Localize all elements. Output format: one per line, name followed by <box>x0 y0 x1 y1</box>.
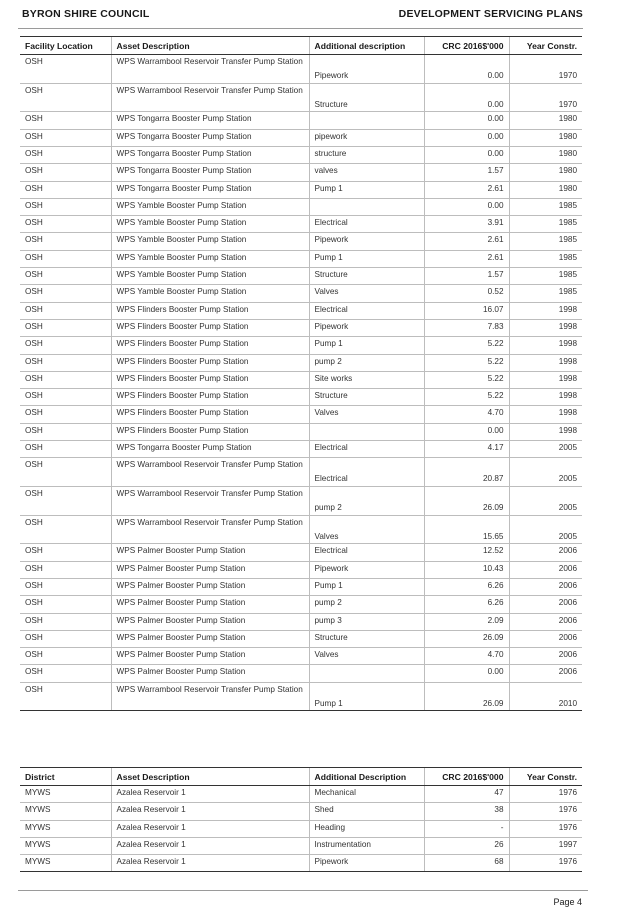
cell-year-constructed: 1985 <box>509 285 582 302</box>
cell-crc-value: 15.65 <box>424 515 509 544</box>
cell-year-constructed: 2006 <box>509 613 582 630</box>
page-number: Page 4 <box>553 897 582 907</box>
cell-facility-location: OSH <box>20 285 111 302</box>
cell-asset-description: Azalea Reservoir 1 <box>111 820 309 837</box>
cell-asset-description: WPS Tongarra Booster Pump Station <box>111 441 309 458</box>
cell-asset-description: WPS Palmer Booster Pump Station <box>111 578 309 595</box>
cell-crc-value: 47 <box>424 786 509 803</box>
cell-asset-description: WPS Yamble Booster Pump Station <box>111 285 309 302</box>
cell-year-constructed: 1980 <box>509 181 582 198</box>
cell-asset-description: WPS Tongarra Booster Pump Station <box>111 164 309 181</box>
cell-year-constructed: 2005 <box>509 487 582 516</box>
column-header-asset-description: Asset Description <box>111 37 309 55</box>
cell-crc-value: 5.22 <box>424 389 509 406</box>
cell-year-constructed: 1998 <box>509 406 582 423</box>
table-row <box>20 146 582 163</box>
cell-crc-value: 2.61 <box>424 233 509 250</box>
assets-table-myws <box>20 767 582 872</box>
cell-year-constructed: 1985 <box>509 250 582 267</box>
cell-crc-value: 2.61 <box>424 250 509 267</box>
cell-crc-value: 4.70 <box>424 406 509 423</box>
column-header-crc-value: CRC 2016$'000 <box>424 37 509 55</box>
cell-crc-value: 0.00 <box>424 129 509 146</box>
table-row <box>20 682 582 711</box>
cell-asset-description: WPS Warrambool Reservoir Transfer Pump Station <box>111 83 309 112</box>
cell-asset-description: WPS Palmer Booster Pump Station <box>111 544 309 561</box>
cell-asset-description: WPS Flinders Booster Pump Station <box>111 406 309 423</box>
cell-additional-description: Pump 1 <box>309 250 424 267</box>
cell-facility-location: OSH <box>20 112 111 129</box>
cell-year-constructed: 2005 <box>509 441 582 458</box>
table-row <box>20 423 582 440</box>
cell-facility-location: OSH <box>20 515 111 544</box>
cell-crc-value: 16.07 <box>424 302 509 319</box>
cell-crc-value: 4.70 <box>424 648 509 665</box>
table-row <box>20 83 582 112</box>
table-row <box>20 665 582 682</box>
assets-table-osh <box>20 36 582 711</box>
cell-asset-description: WPS Warrambool Reservoir Transfer Pump Station <box>111 487 309 516</box>
cell-additional-description: Pump 1 <box>309 682 424 711</box>
cell-additional-description: pump 2 <box>309 596 424 613</box>
cell-year-constructed: 2006 <box>509 665 582 682</box>
table-row <box>20 613 582 630</box>
cell-crc-value: 6.26 <box>424 596 509 613</box>
cell-crc-value: 0.00 <box>424 423 509 440</box>
cell-facility-location: OSH <box>20 613 111 630</box>
cell-crc-value: 5.22 <box>424 371 509 388</box>
cell-asset-description: WPS Flinders Booster Pump Station <box>111 389 309 406</box>
cell-crc-value: 6.26 <box>424 578 509 595</box>
cell-year-constructed: 1997 <box>509 837 582 854</box>
cell-facility-location: OSH <box>20 578 111 595</box>
cell-additional-description: Heading <box>309 820 424 837</box>
cell-facility-location: OSH <box>20 630 111 647</box>
cell-crc-value: 10.43 <box>424 561 509 578</box>
table-row <box>20 371 582 388</box>
cell-facility-location: OSH <box>20 406 111 423</box>
cell-year-constructed: 2005 <box>509 515 582 544</box>
cell-additional-description <box>309 423 424 440</box>
cell-additional-description: Pipework <box>309 561 424 578</box>
cell-facility-location: OSH <box>20 665 111 682</box>
cell-asset-description: WPS Flinders Booster Pump Station <box>111 354 309 371</box>
table-row <box>20 389 582 406</box>
table-row <box>20 181 582 198</box>
table-row <box>20 268 582 285</box>
cell-additional-description: Pipework <box>309 55 424 84</box>
cell-facility-location: OSH <box>20 561 111 578</box>
table-row <box>20 803 582 820</box>
table-row <box>20 164 582 181</box>
cell-additional-description <box>309 112 424 129</box>
cell-facility-location: OSH <box>20 371 111 388</box>
cell-year-constructed: 2006 <box>509 561 582 578</box>
cell-asset-description: WPS Warrambool Reservoir Transfer Pump Station <box>111 682 309 711</box>
table-row <box>20 578 582 595</box>
header-rule <box>18 28 583 29</box>
cell-facility-location: OSH <box>20 648 111 665</box>
table-row <box>20 648 582 665</box>
table-row <box>20 112 582 129</box>
column-header-crc-value: CRC 2016$'000 <box>424 768 509 786</box>
cell-crc-value: 4.17 <box>424 441 509 458</box>
cell-crc-value: 0.00 <box>424 83 509 112</box>
cell-additional-description: valves <box>309 164 424 181</box>
cell-facility-location: OSH <box>20 337 111 354</box>
cell-crc-value: - <box>424 820 509 837</box>
cell-facility-location: OSH <box>20 250 111 267</box>
cell-asset-description: WPS Flinders Booster Pump Station <box>111 319 309 336</box>
cell-facility-location: OSH <box>20 389 111 406</box>
cell-crc-value: 26.09 <box>424 682 509 711</box>
cell-facility-location: OSH <box>20 319 111 336</box>
table-row <box>20 458 582 487</box>
cell-additional-description: Electrical <box>309 302 424 319</box>
cell-asset-description: WPS Palmer Booster Pump Station <box>111 630 309 647</box>
cell-additional-description: Mechanical <box>309 786 424 803</box>
cell-year-constructed: 2010 <box>509 682 582 711</box>
cell-additional-description: Electrical <box>309 216 424 233</box>
table-row <box>20 285 582 302</box>
cell-asset-description: WPS Tongarra Booster Pump Station <box>111 112 309 129</box>
cell-year-constructed: 1998 <box>509 371 582 388</box>
cell-year-constructed: 1980 <box>509 129 582 146</box>
cell-additional-description: Instrumentation <box>309 837 424 854</box>
cell-asset-description: WPS Palmer Booster Pump Station <box>111 648 309 665</box>
cell-additional-description: Pump 1 <box>309 337 424 354</box>
cell-year-constructed: 1998 <box>509 423 582 440</box>
cell-asset-description: WPS Warrambool Reservoir Transfer Pump Station <box>111 55 309 84</box>
cell-crc-value: 26 <box>424 837 509 854</box>
cell-additional-description: Shed <box>309 803 424 820</box>
cell-asset-description: WPS Palmer Booster Pump Station <box>111 561 309 578</box>
cell-year-constructed: 2006 <box>509 578 582 595</box>
cell-facility-location: OSH <box>20 129 111 146</box>
cell-facility-location: OSH <box>20 302 111 319</box>
cell-crc-value: 26.09 <box>424 630 509 647</box>
cell-asset-description: WPS Palmer Booster Pump Station <box>111 596 309 613</box>
cell-year-constructed: 1976 <box>509 803 582 820</box>
cell-additional-description: pump 2 <box>309 487 424 516</box>
cell-year-constructed: 2005 <box>509 458 582 487</box>
cell-asset-description: WPS Flinders Booster Pump Station <box>111 337 309 354</box>
cell-additional-description: Electrical <box>309 544 424 561</box>
table-row <box>20 198 582 215</box>
cell-facility-location: OSH <box>20 268 111 285</box>
cell-asset-description: WPS Flinders Booster Pump Station <box>111 423 309 440</box>
cell-asset-description: WPS Yamble Booster Pump Station <box>111 216 309 233</box>
cell-additional-description: pump 3 <box>309 613 424 630</box>
cell-crc-value: 26.09 <box>424 487 509 516</box>
cell-asset-description: WPS Warrambool Reservoir Transfer Pump Station <box>111 458 309 487</box>
cell-asset-description: Azalea Reservoir 1 <box>111 786 309 803</box>
cell-additional-description: Pipework <box>309 233 424 250</box>
cell-facility-location: OSH <box>20 487 111 516</box>
cell-year-constructed: 1985 <box>509 268 582 285</box>
table-row <box>20 544 582 561</box>
cell-additional-description: Valves <box>309 515 424 544</box>
table-row <box>20 487 582 516</box>
column-header-facility-location: Facility Location <box>20 37 111 55</box>
cell-facility-location: OSH <box>20 423 111 440</box>
cell-facility-location: OSH <box>20 83 111 112</box>
cell-crc-value: 0.00 <box>424 198 509 215</box>
column-header-facility-location: District <box>20 768 111 786</box>
table-row <box>20 250 582 267</box>
cell-year-constructed: 1970 <box>509 55 582 84</box>
cell-year-constructed: 1998 <box>509 389 582 406</box>
cell-crc-value: 20.87 <box>424 458 509 487</box>
table-row <box>20 319 582 336</box>
cell-facility-location: MYWS <box>20 855 111 872</box>
cell-asset-description: WPS Tongarra Booster Pump Station <box>111 146 309 163</box>
cell-year-constructed: 1980 <box>509 164 582 181</box>
cell-year-constructed: 1985 <box>509 233 582 250</box>
cell-additional-description: Pump 1 <box>309 578 424 595</box>
table-header-row <box>20 768 582 786</box>
cell-facility-location: OSH <box>20 216 111 233</box>
cell-asset-description: WPS Flinders Booster Pump Station <box>111 302 309 319</box>
cell-facility-location: OSH <box>20 55 111 84</box>
cell-year-constructed: 1998 <box>509 354 582 371</box>
cell-asset-description: Azalea Reservoir 1 <box>111 803 309 820</box>
cell-crc-value: 12.52 <box>424 544 509 561</box>
cell-facility-location: MYWS <box>20 803 111 820</box>
footer-rule <box>18 890 588 891</box>
cell-crc-value: 38 <box>424 803 509 820</box>
table-row <box>20 406 582 423</box>
table-row <box>20 129 582 146</box>
table-row <box>20 837 582 854</box>
table-row <box>20 515 582 544</box>
table-row <box>20 302 582 319</box>
cell-asset-description: WPS Warrambool Reservoir Transfer Pump Station <box>111 515 309 544</box>
cell-asset-description: WPS Tongarra Booster Pump Station <box>111 181 309 198</box>
cell-facility-location: OSH <box>20 164 111 181</box>
table-row <box>20 354 582 371</box>
cell-crc-value: 5.22 <box>424 354 509 371</box>
cell-asset-description: WPS Palmer Booster Pump Station <box>111 665 309 682</box>
cell-facility-location: OSH <box>20 198 111 215</box>
cell-facility-location: OSH <box>20 682 111 711</box>
cell-year-constructed: 1970 <box>509 83 582 112</box>
cell-year-constructed: 1976 <box>509 820 582 837</box>
cell-year-constructed: 1998 <box>509 337 582 354</box>
cell-crc-value: 3.91 <box>424 216 509 233</box>
cell-crc-value: 2.09 <box>424 613 509 630</box>
cell-crc-value: 0.00 <box>424 55 509 84</box>
cell-additional-description: Structure <box>309 83 424 112</box>
column-header-additional-description: Additional description <box>309 37 424 55</box>
cell-year-constructed: 1985 <box>509 198 582 215</box>
cell-crc-value: 5.22 <box>424 337 509 354</box>
cell-additional-description: Structure <box>309 268 424 285</box>
cell-facility-location: OSH <box>20 458 111 487</box>
cell-additional-description: Pump 1 <box>309 181 424 198</box>
cell-year-constructed: 1998 <box>509 302 582 319</box>
column-header-year-constructed: Year Constr. <box>509 768 582 786</box>
cell-crc-value: 68 <box>424 855 509 872</box>
table-header-row <box>20 37 582 55</box>
table-row <box>20 55 582 84</box>
cell-crc-value: 1.57 <box>424 164 509 181</box>
cell-year-constructed: 1976 <box>509 786 582 803</box>
document-title: DEVELOPMENT SERVICING PLANS <box>398 8 583 20</box>
cell-additional-description: Structure <box>309 630 424 647</box>
council-name: BYRON SHIRE COUNCIL <box>22 8 150 20</box>
table-row <box>20 337 582 354</box>
cell-additional-description: structure <box>309 146 424 163</box>
cell-additional-description: pipework <box>309 129 424 146</box>
cell-year-constructed: 1998 <box>509 319 582 336</box>
cell-year-constructed: 2006 <box>509 544 582 561</box>
cell-asset-description: Azalea Reservoir 1 <box>111 837 309 854</box>
cell-asset-description: WPS Yamble Booster Pump Station <box>111 198 309 215</box>
cell-additional-description: pump 2 <box>309 354 424 371</box>
table-row <box>20 233 582 250</box>
table-row <box>20 561 582 578</box>
cell-year-constructed: 1976 <box>509 855 582 872</box>
cell-year-constructed: 2006 <box>509 596 582 613</box>
table-row <box>20 630 582 647</box>
cell-additional-description: Pipework <box>309 319 424 336</box>
cell-facility-location: OSH <box>20 146 111 163</box>
cell-facility-location: MYWS <box>20 820 111 837</box>
cell-asset-description: WPS Tongarra Booster Pump Station <box>111 129 309 146</box>
cell-crc-value: 0.00 <box>424 112 509 129</box>
cell-asset-description: WPS Flinders Booster Pump Station <box>111 371 309 388</box>
cell-crc-value: 0.00 <box>424 146 509 163</box>
column-header-year-constructed: Year Constr. <box>509 37 582 55</box>
cell-additional-description: Site works <box>309 371 424 388</box>
cell-additional-description: Valves <box>309 285 424 302</box>
cell-asset-description: WPS Palmer Booster Pump Station <box>111 613 309 630</box>
cell-crc-value: 7.83 <box>424 319 509 336</box>
cell-additional-description: Valves <box>309 648 424 665</box>
cell-crc-value: 2.61 <box>424 181 509 198</box>
cell-additional-description <box>309 198 424 215</box>
table-row <box>20 441 582 458</box>
column-header-asset-description: Asset Description <box>111 768 309 786</box>
cell-crc-value: 0.00 <box>424 665 509 682</box>
cell-asset-description: WPS Yamble Booster Pump Station <box>111 233 309 250</box>
table-row <box>20 596 582 613</box>
cell-facility-location: OSH <box>20 544 111 561</box>
cell-facility-location: OSH <box>20 233 111 250</box>
cell-year-constructed: 1985 <box>509 216 582 233</box>
cell-additional-description: Structure <box>309 389 424 406</box>
cell-additional-description: Electrical <box>309 458 424 487</box>
cell-additional-description <box>309 665 424 682</box>
cell-additional-description: Pipework <box>309 855 424 872</box>
cell-asset-description: WPS Yamble Booster Pump Station <box>111 268 309 285</box>
cell-year-constructed: 2006 <box>509 630 582 647</box>
cell-facility-location: OSH <box>20 181 111 198</box>
cell-facility-location: OSH <box>20 596 111 613</box>
page-header <box>22 8 583 24</box>
table-row <box>20 786 582 803</box>
cell-additional-description: Electrical <box>309 441 424 458</box>
cell-facility-location: OSH <box>20 354 111 371</box>
cell-year-constructed: 1980 <box>509 146 582 163</box>
table-row <box>20 216 582 233</box>
cell-facility-location: MYWS <box>20 837 111 854</box>
cell-additional-description: Valves <box>309 406 424 423</box>
cell-crc-value: 0.52 <box>424 285 509 302</box>
cell-facility-location: MYWS <box>20 786 111 803</box>
column-header-additional-description: Additional Description <box>309 768 424 786</box>
cell-asset-description: Azalea Reservoir 1 <box>111 855 309 872</box>
table-row <box>20 820 582 837</box>
cell-facility-location: OSH <box>20 441 111 458</box>
cell-year-constructed: 2006 <box>509 648 582 665</box>
cell-asset-description: WPS Yamble Booster Pump Station <box>111 250 309 267</box>
table-row <box>20 855 582 872</box>
cell-crc-value: 1.57 <box>424 268 509 285</box>
cell-year-constructed: 1980 <box>509 112 582 129</box>
